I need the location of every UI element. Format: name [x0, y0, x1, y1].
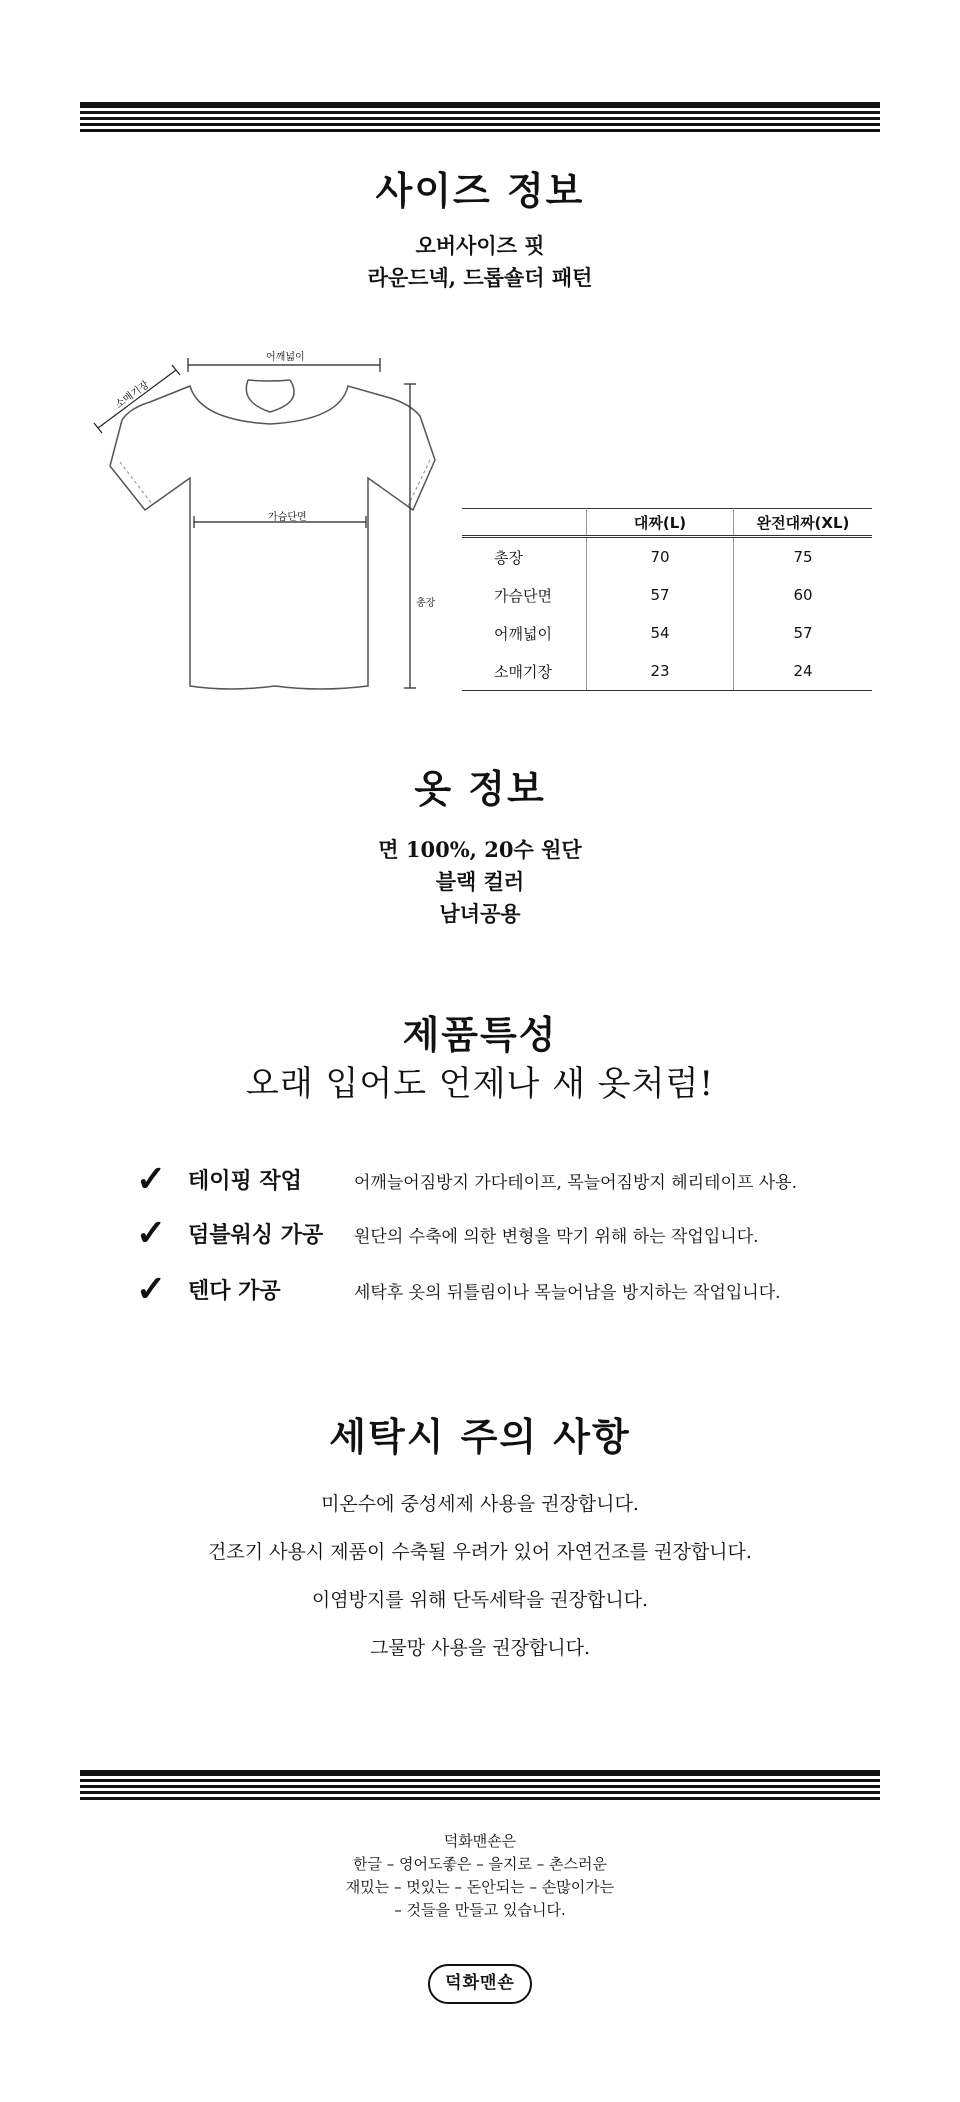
care-line: 그물망 사용을 권장합니다. — [369, 1637, 590, 1659]
size-table — [462, 508, 872, 691]
value-xl: 57 — [793, 624, 813, 642]
size-section-title: 사이즈 정보 — [375, 168, 585, 213]
check-icon: ✓ — [136, 1268, 167, 1310]
chest-width-label: 가슴단면 — [268, 512, 307, 523]
value-l: 70 — [587, 537, 734, 577]
tshirt-outline — [110, 386, 435, 689]
sleeve-length-label: 소매기장 — [113, 379, 152, 411]
table-row — [462, 614, 872, 652]
feature-tagline: 오래 입어도 언제나 새 옷처럼! — [245, 1064, 715, 1104]
collar-band — [246, 380, 294, 412]
table-row — [462, 537, 872, 577]
value-xl: 24 — [734, 652, 873, 691]
feature-desc: 세탁후 옷의 뒤틀림이나 목늘어남을 방지하는 작업입니다. — [354, 1283, 781, 1303]
care-section-title: 세탁시 주의 사항 — [329, 1414, 631, 1459]
brand-line: – 것들을 만들고 있습니다. — [394, 1901, 566, 1919]
top-stripe-divider — [80, 102, 880, 135]
collar — [248, 380, 290, 381]
fabric-info: 면 100%, 20수 원단 — [378, 837, 582, 862]
care-line: 이염방지를 위해 단독세탁을 권장합니다. — [311, 1589, 649, 1611]
color-info: 블랙 컬러 — [435, 869, 525, 894]
value-l: 54 — [587, 614, 734, 652]
value-l: 57 — [587, 576, 734, 614]
header-xl: 완전대짜(XL) — [734, 509, 873, 537]
care-line: 건조기 사용시 제품이 수축될 우려가 있어 자연건조를 권장합니다. — [208, 1541, 752, 1563]
check-icon: ✓ — [136, 1158, 167, 1200]
shoulder-width-label: 어깨넓이 — [266, 352, 305, 363]
value-xl: 60 — [793, 586, 813, 604]
header-blank — [462, 509, 587, 537]
value-l: 23 — [587, 652, 734, 691]
row-label: 가슴단면 — [462, 576, 587, 614]
fit-description: 오버사이즈 핏 — [415, 233, 545, 258]
brand-logo: 덕화맨숀 — [428, 1964, 532, 2004]
table-row — [462, 576, 872, 614]
feature-desc: 어깨늘어짐방지 가다테이프, 목늘어짐방지 헤리테이프 사용. — [354, 1173, 797, 1193]
feature-section-title: 제품특성 — [402, 1012, 558, 1057]
gender-info: 남녀공용 — [439, 901, 521, 926]
row-label: 소매기장 — [462, 652, 587, 691]
feature-name: 테이핑 작업 — [188, 1168, 302, 1194]
header-l: 대짜(L) — [587, 509, 734, 537]
brand-line: 재밌는 – 멋있는 – 돈안되는 – 손많이가는 — [345, 1878, 615, 1896]
bottom-stripe-divider — [80, 1770, 880, 1803]
pattern-description: 라운드넥, 드롭숄더 패턴 — [367, 265, 593, 290]
brand-line: 덕화맨숀은 — [443, 1832, 517, 1850]
row-label: 어깨넓이 — [462, 614, 587, 652]
check-icon: ✓ — [136, 1212, 167, 1254]
brand-line: 한글 – 영어도좋은 – 을지로 – 촌스러운 — [353, 1855, 607, 1873]
row-label: 총장 — [462, 537, 587, 577]
feature-name: 덤블워싱 가공 — [188, 1222, 324, 1248]
value-xl: 75 — [793, 548, 813, 566]
cloth-section-title: 옷 정보 — [414, 766, 546, 811]
feature-name: 텐다 가공 — [188, 1278, 281, 1304]
total-length-label: 총장 — [416, 598, 436, 609]
feature-desc: 원단의 수축에 의한 변형을 막기 위해 하는 작업입니다. — [354, 1227, 759, 1247]
care-line: 미온수에 중성세제 사용을 권장합니다. — [321, 1493, 639, 1515]
table-row — [462, 652, 872, 691]
size-table-header — [462, 509, 872, 537]
sleeve-stitch-right — [408, 460, 430, 506]
